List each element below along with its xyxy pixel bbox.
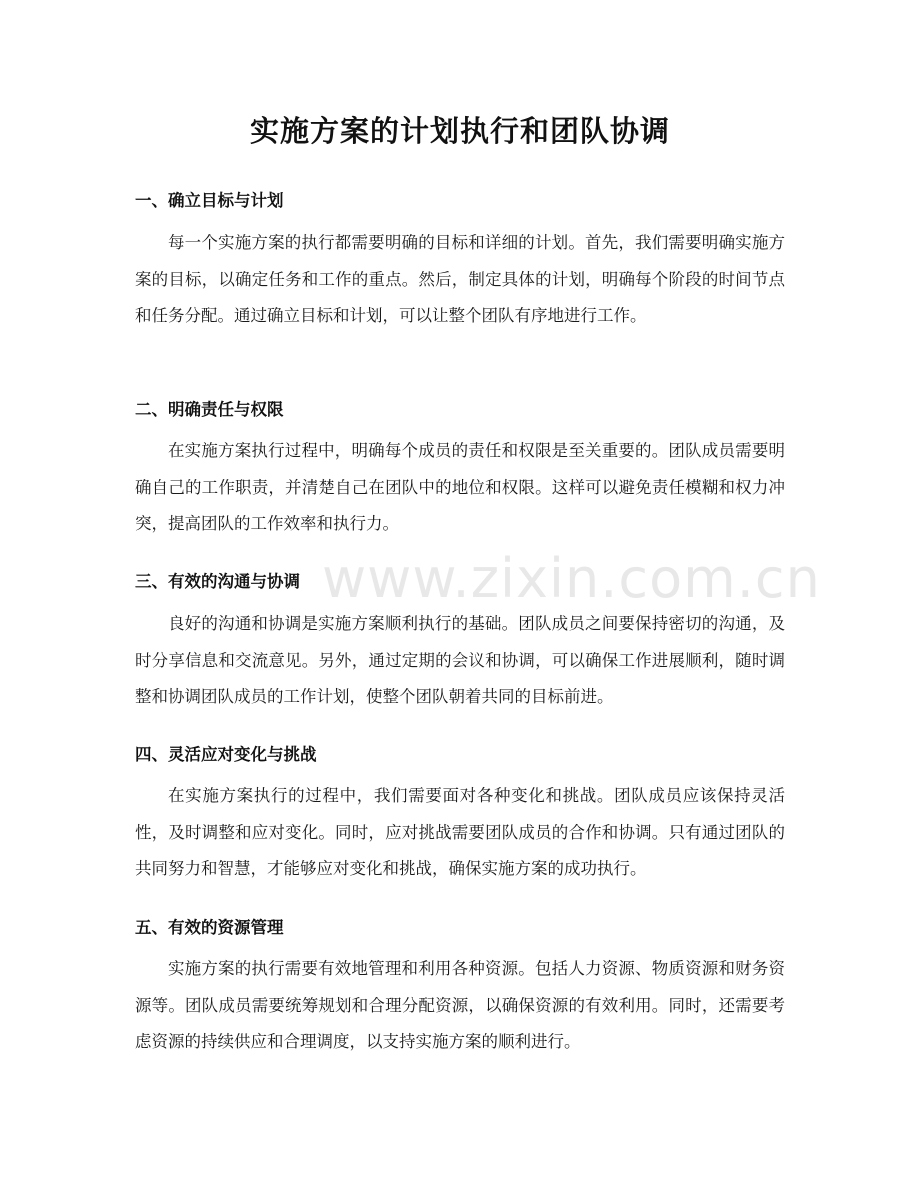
section-body-2: 在实施方案执行过程中，明确每个成员的责任和权限是至关重要的。团队成员需要明确自己的工作职责，并清楚自己在团队中的地位和权限。这样可以避免责任模糊和权力冲突，提高团队的工作效率和执行力。 [135,441,785,533]
section-body-4: 在实施方案执行的过程中，我们需要面对各种变化和挑战。团队成员应该保持灵活性，及时调整和应对变化。同时，应对挑战需要团队成员的合作和协调。只有通过团队的共同努力和智慧，才能够应对变化和挑战，确保实施方案的成功执行。 [135,786,785,878]
section-heading-5: 五、有效的资源管理 [135,918,284,937]
section-heading-1: 一、确立目标与计划 [135,191,284,210]
section-body-1: 每一个实施方案的执行都需要明确的目标和详细的计划。首先，我们需要明确实施方案的目标，以确定任务和工作的重点。然后，制定具体的计划，明确每个阶段的时间节点和任务分配。通过确立目标和计划，可以让整个团队有序地进行工作。 [135,233,785,325]
section-heading-3: 三、有效的沟通与协调 [135,572,300,591]
watermark: www.zixin.com.cn [322,547,821,610]
section-body-5: 实施方案的执行需要有效地管理和利用各种资源。包括人力资源、物质资源和财务资源等。团队成员需要统筹规划和合理分配资源，以确保资源的有效利用。同时，还需要考虑资源的持续供应和合理调度，以支持实施方案的顺利进行。 [135,959,785,1051]
section-heading-4: 四、灵活应对变化与挑战 [135,745,317,764]
section-body-3: 良好的沟通和协调是实施方案顺利执行的基础。团队成员之间要保持密切的沟通，及时分享信息和交流意见。另外，通过定期的会议和协调，可以确保工作进展顺利，随时调整和协调团队成员的工作计划，使整个团队朝着共同的目标前进。 [135,614,785,706]
page-title: 实施方案的计划执行和团队协调 [249,114,670,148]
section-heading-2: 二、明确责任与权限 [135,400,284,419]
